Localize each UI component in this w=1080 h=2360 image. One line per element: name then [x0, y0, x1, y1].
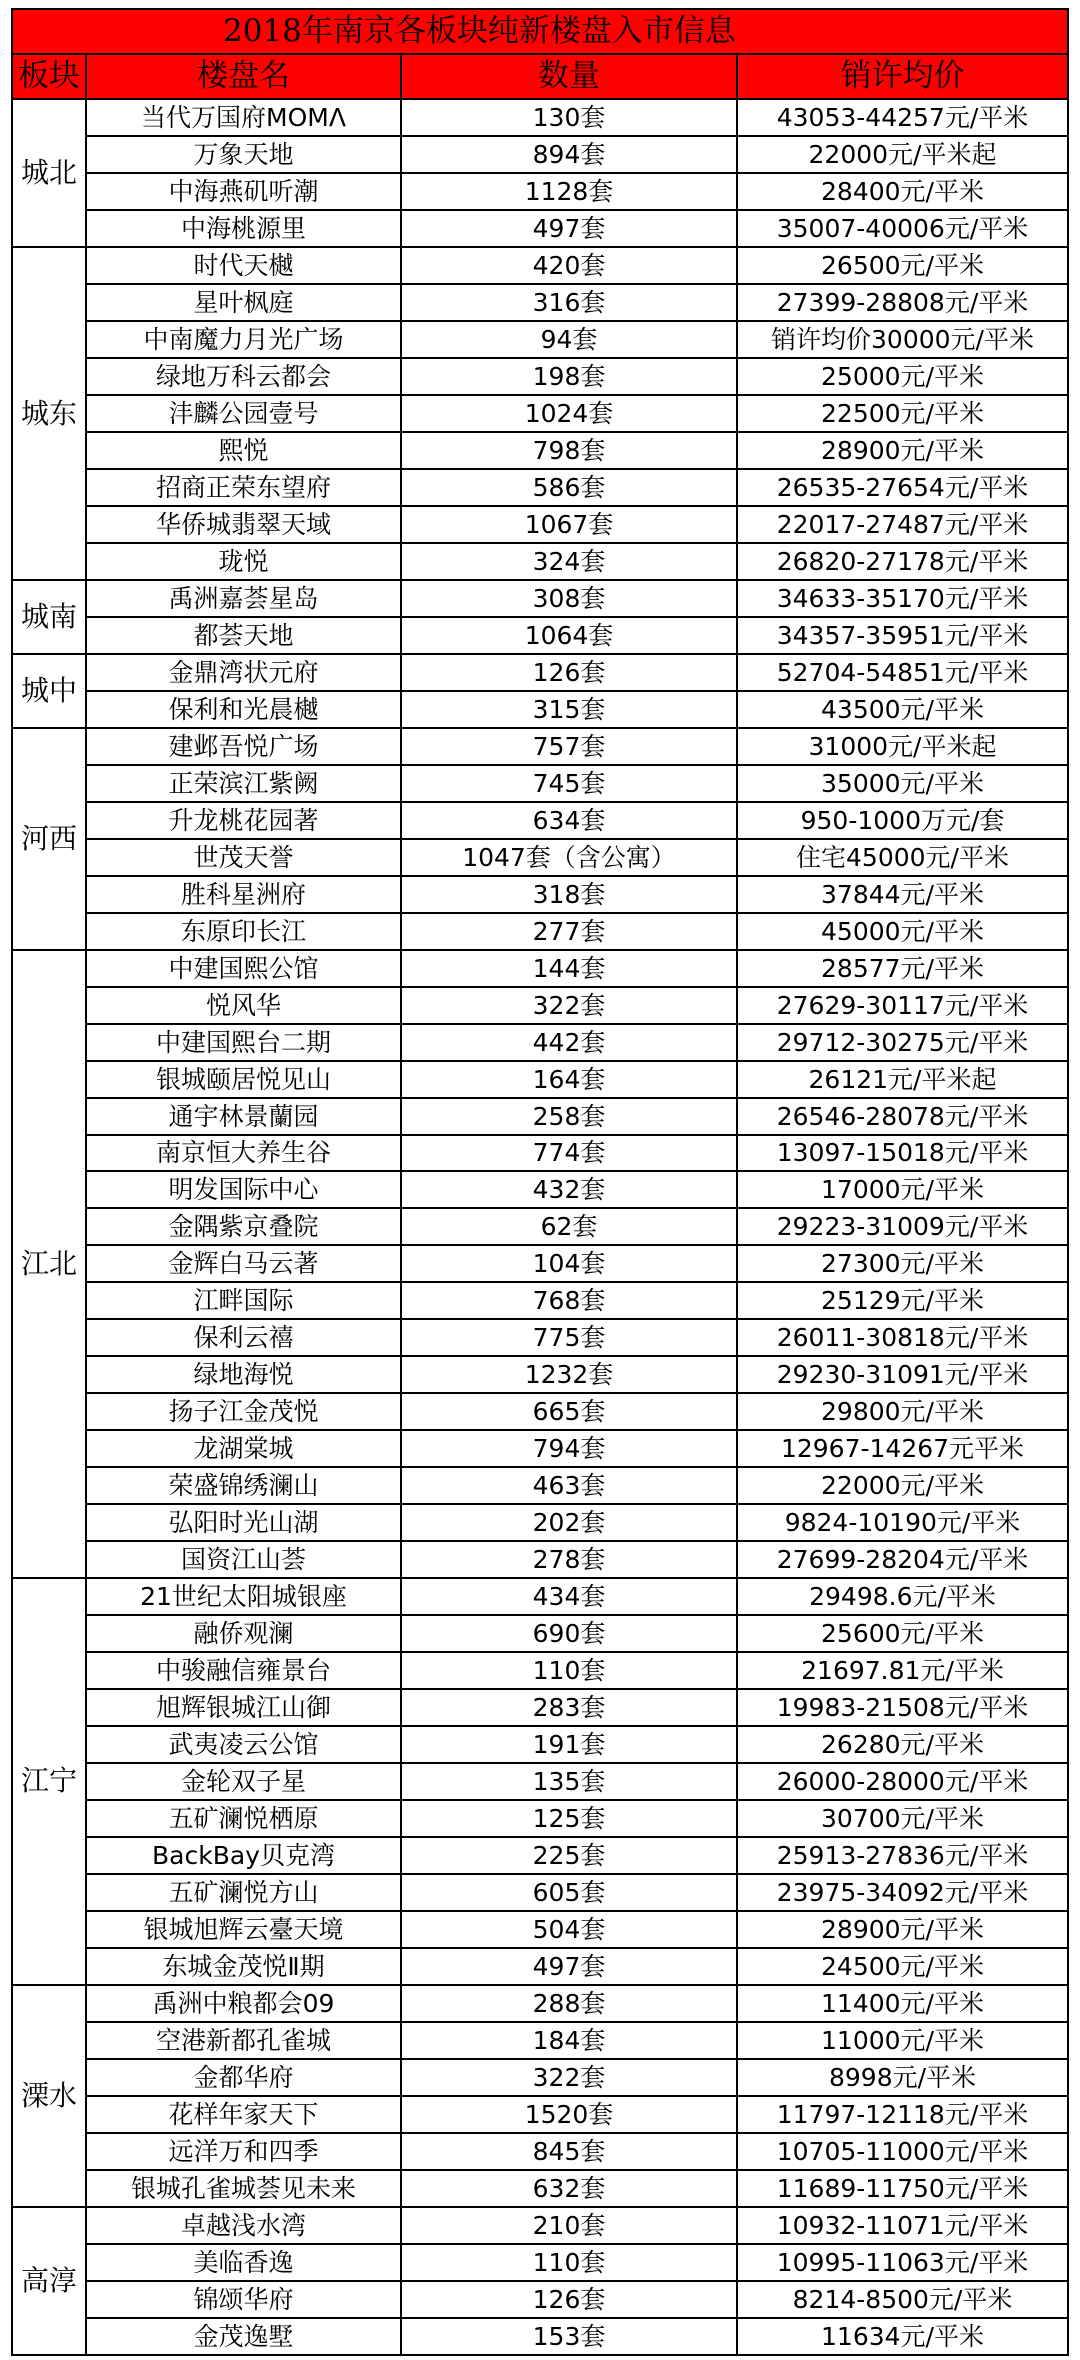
table-row [12, 1356, 1068, 1393]
name-cell: 融侨观澜 [86, 1615, 401, 1652]
table-row [12, 1615, 1068, 1652]
name-cell: 江畔国际 [86, 1282, 401, 1319]
price-cell: 26011-30818元/平米 [737, 1319, 1068, 1356]
count-cell: 126套 [401, 2281, 737, 2318]
name-cell: 锦颂华府 [86, 2281, 401, 2318]
name-cell: 21世纪太阳城银座 [86, 1578, 401, 1615]
name-cell: 中骏融信雍景台 [86, 1652, 401, 1689]
count-cell: 324套 [401, 543, 737, 580]
table-row [12, 1763, 1068, 1800]
header-name: 楼盘名 [86, 54, 401, 99]
name-cell: 金隅紫京叠院 [86, 1208, 401, 1245]
name-cell: 正荣滨江紫阙 [86, 765, 401, 802]
count-cell: 497套 [401, 210, 737, 247]
price-cell: 11689-11750元/平米 [737, 2170, 1068, 2207]
table-row [12, 2022, 1068, 2059]
table-row [12, 913, 1068, 950]
price-cell: 8214-8500元/平米 [737, 2281, 1068, 2318]
name-cell: 银城孔雀城荟见未来 [86, 2170, 401, 2207]
count-cell: 1024套 [401, 395, 737, 432]
table-row [12, 839, 1068, 876]
price-cell: 11400元/平米 [737, 1985, 1068, 2022]
price-cell: 17000元/平米 [737, 1171, 1068, 1208]
price-cell: 22000元/平米 [737, 1467, 1068, 1504]
price-cell: 29230-31091元/平米 [737, 1356, 1068, 1393]
count-cell: 144套 [401, 950, 737, 987]
price-cell: 11634元/平米 [737, 2318, 1068, 2356]
price-cell: 销许均价30000元/平米 [737, 321, 1068, 358]
price-cell: 29223-31009元/平米 [737, 1208, 1068, 1245]
table-row [12, 2170, 1068, 2207]
price-cell: 10932-11071元/平米 [737, 2207, 1068, 2244]
table-row [12, 1726, 1068, 1763]
count-cell: 191套 [401, 1726, 737, 1763]
name-cell: 弘阳时光山湖 [86, 1504, 401, 1541]
header-region: 板块 [12, 54, 86, 99]
table-row [12, 1208, 1068, 1245]
table-row [12, 2059, 1068, 2096]
region-cell: 城南 [12, 580, 86, 654]
table-row [12, 2133, 1068, 2170]
table-row [12, 1874, 1068, 1911]
price-cell: 26000-28000元/平米 [737, 1763, 1068, 1800]
name-cell: 升龙桃花园著 [86, 802, 401, 839]
name-cell: 南京恒大养生谷 [86, 1135, 401, 1172]
count-cell: 278套 [401, 1541, 737, 1578]
count-cell: 130套 [401, 99, 737, 136]
name-cell: 悦风华 [86, 987, 401, 1024]
price-cell: 10995-11063元/平米 [737, 2244, 1068, 2281]
count-cell: 184套 [401, 2022, 737, 2059]
price-cell: 26500元/平米 [737, 247, 1068, 284]
name-cell: 旭辉银城江山御 [86, 1689, 401, 1726]
table-title: 2018年南京各板块纯新楼盘入市信息 [12, 9, 1068, 54]
table-row [12, 432, 1068, 469]
count-cell: 198套 [401, 358, 737, 395]
table-row [12, 2318, 1068, 2356]
name-cell: 当代万国府MOMΛ [86, 99, 401, 136]
price-cell: 35000元/平米 [737, 765, 1068, 802]
price-cell: 12967-14267元平米 [737, 1430, 1068, 1467]
count-cell: 322套 [401, 2059, 737, 2096]
count-cell: 798套 [401, 432, 737, 469]
name-cell: 远洋万和四季 [86, 2133, 401, 2170]
name-cell: 金茂逸墅 [86, 2318, 401, 2356]
name-cell: 华侨城翡翠天域 [86, 506, 401, 543]
count-cell: 210套 [401, 2207, 737, 2244]
price-cell: 26121元/平米起 [737, 1061, 1068, 1098]
count-cell: 632套 [401, 2170, 737, 2207]
table-row [12, 765, 1068, 802]
count-cell: 104套 [401, 1245, 737, 1282]
region-cell: 河西 [12, 728, 86, 950]
count-cell: 135套 [401, 1763, 737, 1800]
table-row [12, 1393, 1068, 1430]
table-row [12, 691, 1068, 728]
count-cell: 774套 [401, 1135, 737, 1172]
header-price: 销许均价 [737, 54, 1068, 99]
name-cell: 美临香逸 [86, 2244, 401, 2281]
price-cell: 26535-27654元/平米 [737, 469, 1068, 506]
count-cell: 434套 [401, 1578, 737, 1615]
table-row [12, 136, 1068, 173]
table-row [12, 802, 1068, 839]
table-row [12, 99, 1068, 136]
name-cell: 禹洲嘉荟星岛 [86, 580, 401, 617]
price-cell: 27699-28204元/平米 [737, 1541, 1068, 1578]
name-cell: 熙悦 [86, 432, 401, 469]
table-row [12, 2096, 1068, 2133]
count-cell: 202套 [401, 1504, 737, 1541]
table-row [12, 654, 1068, 691]
name-cell: 星叶枫庭 [86, 284, 401, 321]
name-cell: 中建国熙公馆 [86, 950, 401, 987]
price-cell: 34357-35951元/平米 [737, 617, 1068, 654]
count-cell: 504套 [401, 1911, 737, 1948]
table-row [12, 395, 1068, 432]
count-cell: 316套 [401, 284, 737, 321]
price-cell: 25000元/平米 [737, 358, 1068, 395]
count-cell: 894套 [401, 136, 737, 173]
price-cell: 29498.6元/平米 [737, 1578, 1068, 1615]
table-row [12, 987, 1068, 1024]
count-cell: 432套 [401, 1171, 737, 1208]
name-cell: 珑悦 [86, 543, 401, 580]
price-cell: 23975-34092元/平米 [737, 1874, 1068, 1911]
price-cell: 950-1000万元/套 [737, 802, 1068, 839]
count-cell: 283套 [401, 1689, 737, 1726]
name-cell: 中海燕矶听潮 [86, 173, 401, 210]
count-cell: 1520套 [401, 2096, 737, 2133]
price-cell: 37844元/平米 [737, 876, 1068, 913]
price-cell: 52704-54851元/平米 [737, 654, 1068, 691]
header-row [12, 54, 1068, 99]
price-cell: 29712-30275元/平米 [737, 1024, 1068, 1061]
name-cell: 龙湖棠城 [86, 1430, 401, 1467]
name-cell: 金辉白马云著 [86, 1245, 401, 1282]
count-cell: 757套 [401, 728, 737, 765]
count-cell: 463套 [401, 1467, 737, 1504]
price-cell: 31000元/平米起 [737, 728, 1068, 765]
price-cell: 21697.81元/平米 [737, 1652, 1068, 1689]
price-cell: 25600元/平米 [737, 1615, 1068, 1652]
name-cell: 银城旭辉云臺天境 [86, 1911, 401, 1948]
name-cell: 中建国熙台二期 [86, 1024, 401, 1061]
price-cell: 19983-21508元/平米 [737, 1689, 1068, 1726]
name-cell: 中海桃源里 [86, 210, 401, 247]
table-row [12, 876, 1068, 913]
count-cell: 845套 [401, 2133, 737, 2170]
name-cell: 金鼎湾状元府 [86, 654, 401, 691]
count-cell: 690套 [401, 1615, 737, 1652]
table-row [12, 1061, 1068, 1098]
count-cell: 125套 [401, 1800, 737, 1837]
table-row [12, 1985, 1068, 2022]
name-cell: 五矿澜悦方山 [86, 1874, 401, 1911]
name-cell: 通宇林景蘭园 [86, 1098, 401, 1135]
name-cell: 银城颐居悦见山 [86, 1061, 401, 1098]
table-row [12, 728, 1068, 765]
price-cell: 11000元/平米 [737, 2022, 1068, 2059]
table-row [12, 1319, 1068, 1356]
count-cell: 1232套 [401, 1356, 737, 1393]
table-row [12, 173, 1068, 210]
table-row [12, 1948, 1068, 1985]
count-cell: 110套 [401, 1652, 737, 1689]
count-cell: 126套 [401, 654, 737, 691]
price-cell: 26546-28078元/平米 [737, 1098, 1068, 1135]
count-cell: 288套 [401, 1985, 737, 2022]
count-cell: 1067套 [401, 506, 737, 543]
name-cell: 五矿澜悦栖原 [86, 1800, 401, 1837]
name-cell: 绿地海悦 [86, 1356, 401, 1393]
table-row [12, 1800, 1068, 1837]
table-row [12, 1430, 1068, 1467]
count-cell: 225套 [401, 1837, 737, 1874]
table-row [12, 617, 1068, 654]
table-row [12, 1467, 1068, 1504]
price-cell: 34633-35170元/平米 [737, 580, 1068, 617]
name-cell: 武夷凌云公馆 [86, 1726, 401, 1763]
count-cell: 605套 [401, 1874, 737, 1911]
name-cell: 空港新都孔雀城 [86, 2022, 401, 2059]
name-cell: BackBay贝克湾 [86, 1837, 401, 1874]
table-row [12, 1504, 1068, 1541]
count-cell: 94套 [401, 321, 737, 358]
name-cell: 金都华府 [86, 2059, 401, 2096]
table-row [12, 506, 1068, 543]
price-cell: 9824-10190元/平米 [737, 1504, 1068, 1541]
name-cell: 万象天地 [86, 136, 401, 173]
price-cell: 22500元/平米 [737, 395, 1068, 432]
table-row [12, 1245, 1068, 1282]
region-cell: 城北 [12, 99, 86, 247]
name-cell: 招商正荣东望府 [86, 469, 401, 506]
count-cell: 665套 [401, 1393, 737, 1430]
price-cell: 10705-11000元/平米 [737, 2133, 1068, 2170]
price-cell: 25129元/平米 [737, 1282, 1068, 1319]
name-cell: 东城金茂悦Ⅱ期 [86, 1948, 401, 1985]
count-cell: 110套 [401, 2244, 737, 2281]
name-cell: 中南魔力月光广场 [86, 321, 401, 358]
name-cell: 世茂天誉 [86, 839, 401, 876]
table-row [12, 2281, 1068, 2318]
price-cell: 28577元/平米 [737, 950, 1068, 987]
price-cell: 11797-12118元/平米 [737, 2096, 1068, 2133]
name-cell: 禹洲中粮都会09 [86, 1985, 401, 2022]
table-row [12, 469, 1068, 506]
price-cell: 28900元/平米 [737, 1911, 1068, 1948]
name-cell: 明发国际中心 [86, 1171, 401, 1208]
name-cell: 绿地万科云都会 [86, 358, 401, 395]
region-cell: 城中 [12, 654, 86, 728]
count-cell: 318套 [401, 876, 737, 913]
name-cell: 国资江山荟 [86, 1541, 401, 1578]
price-cell: 8998元/平米 [737, 2059, 1068, 2096]
price-cell: 13097-15018元/平米 [737, 1135, 1068, 1172]
price-cell: 25913-27836元/平米 [737, 1837, 1068, 1874]
table-row [12, 1911, 1068, 1948]
name-cell: 扬子江金茂悦 [86, 1393, 401, 1430]
count-cell: 1047套（含公寓） [401, 839, 737, 876]
name-cell: 建邺吾悦广场 [86, 728, 401, 765]
price-cell: 24500元/平米 [737, 1948, 1068, 1985]
table-row [12, 950, 1068, 987]
count-cell: 164套 [401, 1061, 737, 1098]
count-cell: 322套 [401, 987, 737, 1024]
region-cell: 高淳 [12, 2207, 86, 2355]
price-cell: 26280元/平米 [737, 1726, 1068, 1763]
count-cell: 1128套 [401, 173, 737, 210]
price-cell: 35007-40006元/平米 [737, 210, 1068, 247]
table-row [12, 1024, 1068, 1061]
count-cell: 315套 [401, 691, 737, 728]
name-cell: 东原印长江 [86, 913, 401, 950]
count-cell: 745套 [401, 765, 737, 802]
table-row [12, 2244, 1068, 2281]
name-cell: 保利云禧 [86, 1319, 401, 1356]
header-count: 数量 [401, 54, 737, 99]
count-cell: 586套 [401, 469, 737, 506]
count-cell: 1064套 [401, 617, 737, 654]
name-cell: 时代天樾 [86, 247, 401, 284]
price-cell: 28900元/平米 [737, 432, 1068, 469]
count-cell: 775套 [401, 1319, 737, 1356]
table-row [12, 1837, 1068, 1874]
count-cell: 768套 [401, 1282, 737, 1319]
count-cell: 794套 [401, 1430, 737, 1467]
table-row [12, 2207, 1068, 2244]
price-cell: 45000元/平米 [737, 913, 1068, 950]
region-cell: 溧水 [12, 1985, 86, 2207]
table-row [12, 1098, 1068, 1135]
count-cell: 442套 [401, 1024, 737, 1061]
property-table [11, 8, 1069, 2356]
price-cell: 43053-44257元/平米 [737, 99, 1068, 136]
table-row [12, 247, 1068, 284]
price-cell: 43500元/平米 [737, 691, 1068, 728]
price-cell: 26820-27178元/平米 [737, 543, 1068, 580]
table-row [12, 1282, 1068, 1319]
name-cell: 金轮双子星 [86, 1763, 401, 1800]
price-cell: 22000元/平米起 [737, 136, 1068, 173]
table-row [12, 284, 1068, 321]
name-cell: 都荟天地 [86, 617, 401, 654]
price-cell: 27300元/平米 [737, 1245, 1068, 1282]
count-cell: 258套 [401, 1098, 737, 1135]
name-cell: 卓越浅水湾 [86, 2207, 401, 2244]
region-cell: 城东 [12, 247, 86, 580]
name-cell: 胜科星洲府 [86, 876, 401, 913]
name-cell: 花样年家天下 [86, 2096, 401, 2133]
count-cell: 308套 [401, 580, 737, 617]
price-cell: 27399-28808元/平米 [737, 284, 1068, 321]
count-cell: 62套 [401, 1208, 737, 1245]
table-row [12, 358, 1068, 395]
table-row [12, 1171, 1068, 1208]
table-row [12, 1652, 1068, 1689]
title-row [12, 9, 1068, 54]
price-cell: 30700元/平米 [737, 1800, 1068, 1837]
name-cell: 保利和光晨樾 [86, 691, 401, 728]
count-cell: 634套 [401, 802, 737, 839]
table-row [12, 1689, 1068, 1726]
region-cell: 江北 [12, 950, 86, 1578]
price-cell: 22017-27487元/平米 [737, 506, 1068, 543]
table-row [12, 210, 1068, 247]
count-cell: 497套 [401, 1948, 737, 1985]
name-cell: 荣盛锦绣澜山 [86, 1467, 401, 1504]
price-cell: 28400元/平米 [737, 173, 1068, 210]
region-cell: 江宁 [12, 1578, 86, 1985]
price-cell: 27629-30117元/平米 [737, 987, 1068, 1024]
price-cell: 住宅45000元/平米 [737, 839, 1068, 876]
table-row [12, 1578, 1068, 1615]
count-cell: 153套 [401, 2318, 737, 2356]
count-cell: 420套 [401, 247, 737, 284]
table-row [12, 543, 1068, 580]
price-cell: 29800元/平米 [737, 1393, 1068, 1430]
table-row [12, 580, 1068, 617]
table-row [12, 1135, 1068, 1172]
name-cell: 沣麟公园壹号 [86, 395, 401, 432]
count-cell: 277套 [401, 913, 737, 950]
table-row [12, 321, 1068, 358]
table-row [12, 1541, 1068, 1578]
